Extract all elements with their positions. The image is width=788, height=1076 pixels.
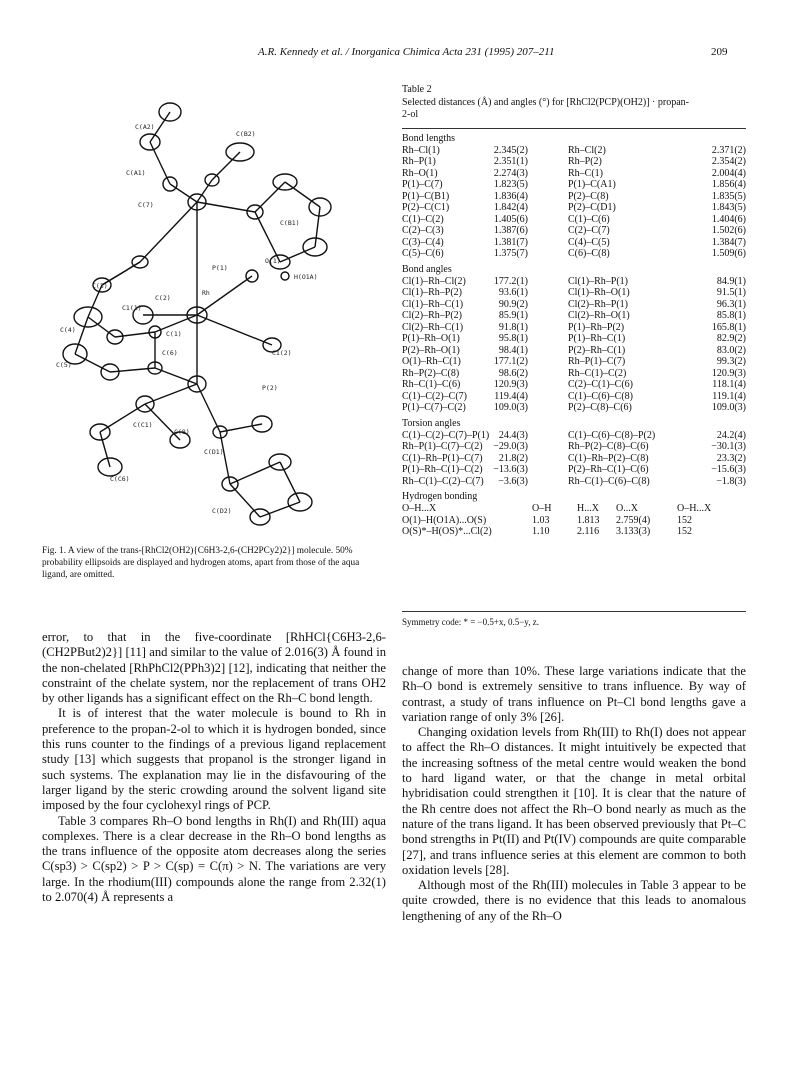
table-cell: Cl(1)–Rh–P(1): [568, 275, 628, 287]
table-cell: Rh–P(1)–C(7)–C(2): [402, 441, 483, 452]
atom-label: C1(2): [272, 349, 292, 357]
table-cell: O(S)*–H(OS)*...Cl(2): [402, 526, 492, 537]
table-cell: P(1)–C(A1): [568, 179, 616, 190]
table-cell: P(2)–C(D1): [568, 202, 616, 213]
table-row: [402, 345, 746, 357]
table-row: [402, 430, 746, 442]
section-heading: Bond angles: [402, 263, 452, 275]
table-cell: Cl(1)–Rh–O(1): [568, 287, 630, 298]
table-row: [402, 202, 746, 214]
running-title: A.R. Kennedy et al. / Inorganica Chimica Acta 231 (1995) 207–211: [258, 46, 555, 58]
table-cell: 165.8(1): [711, 321, 746, 333]
table-cell: Rh–C(1): [568, 167, 603, 179]
table-cell: 24.2(4): [716, 429, 746, 441]
table-cell: C(6)–C(8): [568, 248, 610, 259]
table-row: [402, 322, 746, 334]
atom-label: P(1): [212, 264, 228, 272]
table-cell: P(1)–Rh–O(1): [402, 333, 460, 344]
table-cell: Rh–P(1)–C(7): [568, 356, 626, 367]
table-cell: 2.354(2): [711, 156, 746, 167]
table-cell: 152: [677, 514, 692, 526]
atom-label: C(7): [138, 201, 154, 209]
table-cell: Rh–P(2): [568, 156, 602, 167]
table-cell: Rh–P(2)–C(8): [402, 367, 460, 379]
table-cell: 1.509(6): [711, 248, 746, 259]
table-cell: 96.3(1): [716, 298, 746, 310]
table-cell: 118.1(4): [712, 379, 746, 390]
table-cell: 1.813: [577, 514, 600, 526]
table-cell: Rh–C(1)–C(6): [402, 379, 461, 390]
atom-label: C(4): [60, 326, 76, 334]
table-cell: C(1)–C(2)–C(7): [402, 390, 467, 402]
table-row: [402, 391, 746, 403]
table-cell: 98.4(1): [498, 344, 528, 356]
table-cell: Rh–P(2)–C(8)–C(6): [568, 441, 649, 452]
table-row: [402, 402, 746, 414]
atom-label: C(C1): [133, 421, 153, 429]
table-row: [402, 145, 746, 157]
table-cell: −30.1(3): [711, 441, 746, 452]
table-cell: C(5)–C(6): [402, 248, 444, 259]
paragraph: It is of interest that the water molecule is bound to Rh in preference to the propan-2-ol to which it is hydrogen bonded, since this runs counter to the findings of a previous ligand replacement study [13] which suggests that propanol is the stronger ligand in such systems. The explanation may lie in the disfavouring of the larger ligand by the steric crowding around the solvent ligand site imposed by the four cyclohexyl rings of PCP.: [42, 706, 386, 813]
table-row: [402, 453, 746, 465]
table-cell: C(1)–C(6)–C(8): [568, 390, 633, 402]
table-cell: C(4)–C(5): [568, 236, 610, 248]
table-cell: 1.842(4): [493, 202, 528, 213]
section-heading: Hydrogen bonding: [402, 491, 478, 502]
table-cell: P(2)–Rh–C(1)–C(6): [568, 464, 649, 475]
atom-label: C(3): [92, 282, 108, 290]
table-cell: P(2)–Rh–C(1): [568, 344, 626, 356]
table-cell: −3.6(3): [498, 475, 528, 487]
table-cell: −15.6(3): [711, 464, 746, 475]
table-cell: 177.2(1): [493, 275, 528, 287]
atom-label: C(C6): [110, 475, 130, 483]
paragraph: error, to that in the five-coordinate [RhHCl{C6H3-2,6-(CH2PBut2)2}] [11] and similar to the value of 2.016(3) Å found in the non-chelated [RhPhCl2(PPh3)2] [12], indicating that neither the constraint of the chelate system, nor the replacement of trans OH2 by other ligands has a significant effect on the Rh–C bond length.: [42, 630, 386, 706]
table-row: [402, 276, 746, 288]
table-cell: 91.8(1): [498, 321, 528, 333]
table-cell: 90.9(2): [498, 298, 528, 310]
table-2: [402, 84, 746, 538]
bond-angles-section: [402, 264, 746, 414]
table-cell: 85.8(1): [716, 310, 746, 321]
table-cell: Cl(2)–Rh–P(2): [402, 310, 462, 321]
table-cell: C(1)–C(2)–C(7)–P(1): [402, 429, 490, 441]
molecular-structure-figure: [40, 72, 385, 542]
table-cell: 1.835(5): [711, 190, 746, 202]
table-cell: −29.0(3): [493, 441, 528, 452]
bond-lengths-section: [402, 133, 746, 260]
table-cell: C(2)–C(3): [402, 225, 444, 236]
table-cell: O(1)–Rh–C(1): [402, 356, 461, 367]
table-cell: 2.274(3): [493, 167, 528, 179]
table-cell: 2.004(4): [711, 167, 746, 179]
table-cell: 2.116: [577, 526, 600, 537]
table-cell: 3.133(3): [616, 526, 651, 537]
table-cell: 109.0(3): [711, 402, 746, 413]
table-row: [402, 156, 746, 168]
section-heading: Torsion angles: [402, 417, 461, 429]
table-cell: 84.9(1): [716, 275, 746, 287]
table-cell: 98.6(2): [498, 367, 528, 379]
page-number: 209: [711, 46, 728, 58]
table-cell: P(1)–Rh–P(2): [568, 321, 625, 333]
table-cell: 24.4(3): [498, 429, 528, 441]
table-cell: 1.10: [532, 526, 550, 537]
atom-label: C(8): [174, 428, 190, 436]
table-cell: 2.345(2): [493, 144, 528, 156]
table-cell: P(1)–Rh–C(1): [568, 333, 626, 344]
atom-label: H(O1A): [294, 273, 318, 281]
table-row: [402, 225, 746, 237]
table-row: [402, 287, 746, 299]
table-caption: Selected distances (Å) and angles (°) for [RhCl2(PCP)(OH2)] · propan-: [402, 96, 689, 108]
table-row: [402, 191, 746, 203]
table-cell: C(2)–C(7): [568, 225, 610, 236]
table-row: [402, 526, 746, 538]
table-cell: P(2)–C(C1): [402, 202, 450, 213]
table-row: [402, 441, 746, 453]
left-column-text: [42, 630, 386, 905]
right-column-text: [402, 664, 746, 924]
table-row: [402, 333, 746, 345]
table-cell: 83.0(2): [716, 344, 746, 356]
table-cell: Cl(1)–Rh–P(2): [402, 287, 462, 298]
table-cell: 1.387(6): [493, 225, 528, 236]
atom-label: C(5): [56, 361, 72, 369]
atom-label: P(2): [262, 384, 278, 392]
atom-label: C(1): [166, 330, 182, 338]
table-cell: −13.6(3): [493, 464, 528, 475]
table-row: [402, 515, 746, 527]
table-cell: P(2)–C(8)–C(6): [568, 402, 632, 413]
atom-label: C(6): [162, 349, 178, 357]
table-row: [402, 379, 746, 391]
table-row: [402, 248, 746, 260]
table-cell: Rh–C(1)–C(2)–C(7): [402, 475, 484, 487]
table-cell: 21.8(2): [498, 452, 528, 464]
table-cell: 1.405(6): [493, 213, 528, 225]
table-cell: Cl(2)–Rh–C(1): [402, 321, 464, 333]
paragraph: Although most of the Rh(III) molecules in Table 3 appear to be quite crowded, there is no evidence that this leads to anomalous lengthening of any of the Rh–O: [402, 878, 746, 923]
table-cell: P(2)–Rh–O(1): [402, 344, 460, 356]
table-cell: P(1)–C(B1): [402, 190, 450, 202]
hydrogen-bonding-section: [402, 491, 746, 538]
table-row: [402, 214, 746, 226]
table-cell: O(1)–H(O1A)...O(S): [402, 514, 487, 526]
table-row: [402, 299, 746, 311]
table-cell: Cl(2)–Rh–O(1): [568, 310, 630, 321]
atom-label: C(A1): [126, 169, 146, 177]
table-cell: 93.6(1): [498, 287, 528, 298]
hbond-header-row: O–H...X O–H H...X O...X O–H...X: [402, 503, 712, 514]
table-cell: P(2)–C(8): [568, 190, 609, 202]
table-cell: 120.9(3): [493, 379, 528, 390]
table-cell: P(1)–Rh–C(1)–C(2): [402, 464, 483, 475]
section-heading: Bond lengths: [402, 132, 456, 144]
table-cell: C(2)–C(1)–C(6): [568, 379, 633, 390]
table-cell: 1.823(5): [493, 179, 528, 190]
table-cell: Rh–Cl(1): [402, 144, 440, 156]
table-cell: C(1)–C(6): [568, 213, 610, 225]
table-cell: 2.371(2): [711, 144, 746, 156]
atom-label: C(A2): [135, 123, 155, 131]
table-row: [402, 368, 746, 380]
table-cell: 1.502(6): [711, 225, 746, 236]
table-row: [402, 168, 746, 180]
table-cell: C(1)–C(2): [402, 213, 444, 225]
atom-label: C(2): [155, 294, 171, 302]
table-cell: Rh–Cl(2): [568, 144, 606, 156]
table-cell: 1.384(7): [711, 236, 746, 248]
atom-label: O(1): [265, 257, 281, 265]
table-row: [402, 310, 746, 322]
table-cell: 120.9(3): [711, 367, 746, 379]
table-cell: 82.9(2): [716, 333, 746, 344]
paragraph: Changing oxidation levels from Rh(III) to Rh(I) does not appear to affect the Rh–O distances. It might intuitively be expected that the increasing softness of the metal centre would weaken the bond to hard ligand water, or that the change in metal orbital hybridisation could strengthen it [10]. It is clear that the nature of the Rh centre does not affect the Rh–O bond nearly as much as the nature of the trans ligand. It has been observed previously that Pt–C bond strengths in Pt(II) and Pt(IV) compounds are quite comparable [27], and trans influence series at this element are common to both oxidation levels [28].: [402, 725, 746, 877]
table-cell: 119.1(4): [712, 390, 746, 402]
table-cell: 1.404(6): [711, 213, 746, 225]
table-cell: C(3)–C(4): [402, 236, 444, 248]
table-cell: C(1)–Rh–P(2)–C(8): [568, 452, 649, 464]
table-cell: 99.3(2): [716, 356, 746, 367]
table-cell: C(1)–C(6)–C(8)–P(2): [568, 429, 656, 441]
table-row: [402, 356, 746, 368]
table-cell: 1.856(4): [711, 179, 746, 190]
table-cell: 152: [677, 526, 692, 537]
atom-label: C1(1): [122, 304, 142, 312]
table-cell: 2.351(1): [493, 156, 528, 167]
table-cell: 85.9(1): [498, 310, 528, 321]
table-cell: 109.0(3): [493, 402, 528, 413]
table-cell: Rh–C(1)–C(2): [568, 367, 627, 379]
table-cell: Rh–C(1)–C(6)–C(8): [568, 475, 650, 487]
table-cell: 1.843(5): [711, 202, 746, 213]
torsion-angles-section: [402, 418, 746, 488]
table-cell: −1.8(3): [716, 475, 746, 487]
atom-label: C(B1): [280, 219, 300, 227]
table-cell: Rh–O(1): [402, 167, 438, 179]
table-cell: 2.759(4): [616, 514, 651, 526]
table-cell: 1.375(7): [493, 248, 528, 259]
table-caption: 2-ol: [402, 109, 419, 120]
table-cell: P(1)–C(7): [402, 179, 443, 190]
table-cell: 91.5(1): [716, 287, 746, 298]
atom-label: C(D1): [204, 448, 224, 456]
table-cell: Rh–P(1): [402, 156, 436, 167]
table-cell: P(1)–C(7)–C(2): [402, 402, 466, 413]
atom-label: C(D2): [212, 507, 232, 515]
figure-caption: Fig. 1. A view of the trans-[RhCl2(OH2){C6H3-2,6-(CH2PCy2)2}] molecule. 50% probability ellipsoids are displayed and hydrogen atoms, apart from those of the aqua ligand, are omitted.: [42, 546, 360, 580]
paragraph: Table 3 compares Rh–O bond lengths in Rh(I) and Rh(III) aqua complexes. There is a clear decrease in the Rh–O bond lengths as the trans influence of the opposite atom decreases along the series C(sp3) > C(sp2) > P > C(sp) = C(π) > N. The variations are very large. In the rhodium(III) compounds alone the range from 2.32(1) to 2.070(4) Å represents a: [42, 813, 386, 905]
table-cell: Cl(1)–Rh–Cl(2): [402, 275, 466, 287]
atom-label: Rh: [202, 289, 210, 297]
table-cell: 1.03: [532, 514, 550, 526]
table-cell: Cl(1)–Rh–C(1): [402, 298, 464, 310]
table-cell: 177.1(2): [493, 356, 528, 367]
table-title: Table 2: [402, 84, 432, 95]
table-row: [402, 179, 746, 191]
table-row: [402, 476, 746, 488]
table-cell: Cl(2)–Rh–P(1): [568, 298, 628, 310]
table-cell: 1.836(4): [493, 190, 528, 202]
symmetry-code: Symmetry code: * = −0.5+x, 0.5−y, z.: [402, 617, 539, 627]
table-cell: C(1)–Rh–P(1)–C(7): [402, 452, 483, 464]
table-cell: 1.381(7): [493, 236, 528, 248]
table-cell: 95.8(1): [498, 333, 528, 344]
paragraph: change of more than 10%. These large variations indicate that the Rh–O bond is extremely sensitive to trans influence. By way of contrast, a study of trans influence on Pt–Cl bond lengths gave a variation range of only 3% [26].: [402, 664, 746, 724]
table-cell: 23.3(2): [716, 452, 746, 464]
atom-label: C(B2): [236, 130, 256, 138]
table-row: [402, 237, 746, 249]
table-row: [402, 464, 746, 476]
table-cell: 119.4(4): [494, 390, 528, 402]
